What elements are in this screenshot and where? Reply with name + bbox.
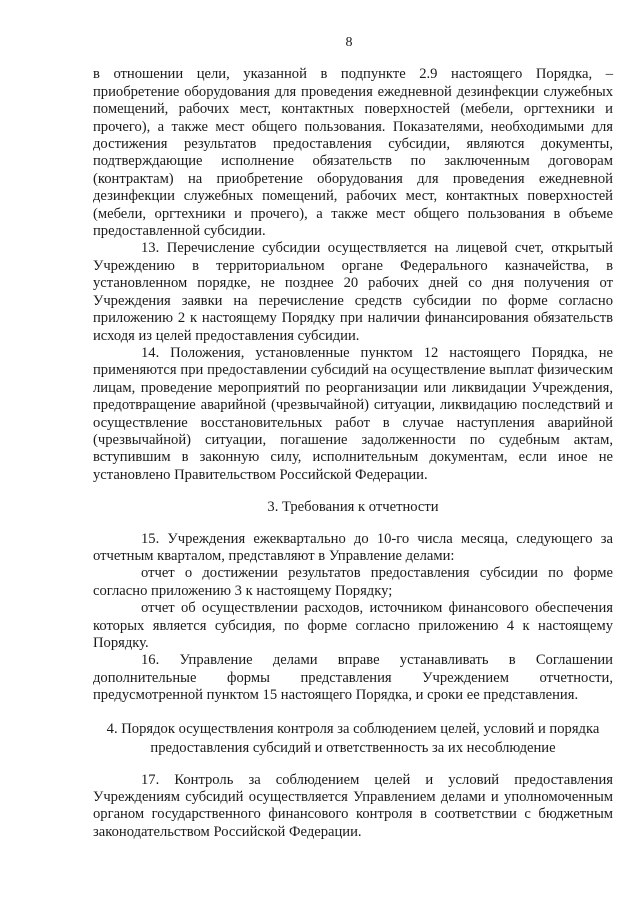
paragraph-15: 15. Учреждения ежеквартально до 10-го числа месяца, следующего за отчетным кварталом, представляют в Управление делами: xyxy=(93,530,613,564)
paragraph-15-report-results: отчет о достижении результатов предоставления субсидии по форме согласно приложению 3 к настоящему Порядку; xyxy=(93,565,613,599)
paragraph-16: 16. Управление делами вправе устанавливать в Соглашении дополнительные формы представления Учреждением отчетности, предусмотренной пунктом 15 настоящего Порядка, и сроки ее представления. xyxy=(93,652,613,704)
section-heading-4: 4. Порядок осуществления контроля за соблюдением целей, условий и порядка предоставления субсидий и ответственность за их несоблюдение xyxy=(106,720,600,756)
paragraph-13: 13. Перечисление субсидии осуществляется на лицевой счет, открытый Учреждению в территориальном органе Федерального казначейства, в установленном порядке, не позднее 20 рабочих дней со дня получения от Учреждения заявки на перечисление средств субсидии по форме согласно приложению 2 к настоящему Порядку при наличии финансирования обязательств исходя из целей предоставления субсидии. xyxy=(93,240,613,344)
paragraph-14: 14. Положения, установленные пунктом 12 настоящего Порядка, не применяются при предоставлении субсидий на осуществление выплат физическим лицам, проведение мероприятий по реорганизации или ликвидации Учреждения, предотвращение аварийной (чрезвычайной) ситуации, ликвидацию последствий и осуществление восстановительных работ в случае наступления аварийной (чрезвычайной) ситуации, погашение задолженности по судебным актам, вступившим в законную силу, исполнительным документам, если иное не установлено Правительством Российской Федерации. xyxy=(93,344,613,483)
paragraph-17: 17. Контроль за соблюдением целей и условий предоставления Учреждениям субсидий осуществляется Управлением делами и уполномоченным органом государственного финансового контроля в соответствии с бюджетным законодательством Российской Федерации. xyxy=(93,771,613,840)
paragraph-purpose-continuation: в отношении цели, указанной в подпункте 2.9 настоящего Порядка, – приобретение оборудования для проведения ежедневной дезинфекции служебных помещений, рабочих мест, контактных поверхностей (мебели, оргтехники и прочего), а также мест общего пользования. Показателями, необходимыми для достижения результатов предоставления субсидии, являются документы, подтверждающие исполнение обязательств по заключенным договорам (контрактам) на приобретение оборудования для проведения ежедневной дезинфекции служебных помещений, рабочих мест, контактных поверхностей (мебели, оргтехники и прочего), а также мест общего пользования в объеме предоставленной субсидии. xyxy=(93,66,613,240)
page-number: 8 xyxy=(345,35,353,50)
paragraph-15-report-expenses: отчет об осуществлении расходов, источником финансового обеспечения которых является субсидия, по форме согласно приложению 4 к настоящему Порядку. xyxy=(93,600,613,651)
section-heading-3: 3. Требования к отчетности xyxy=(267,499,439,516)
